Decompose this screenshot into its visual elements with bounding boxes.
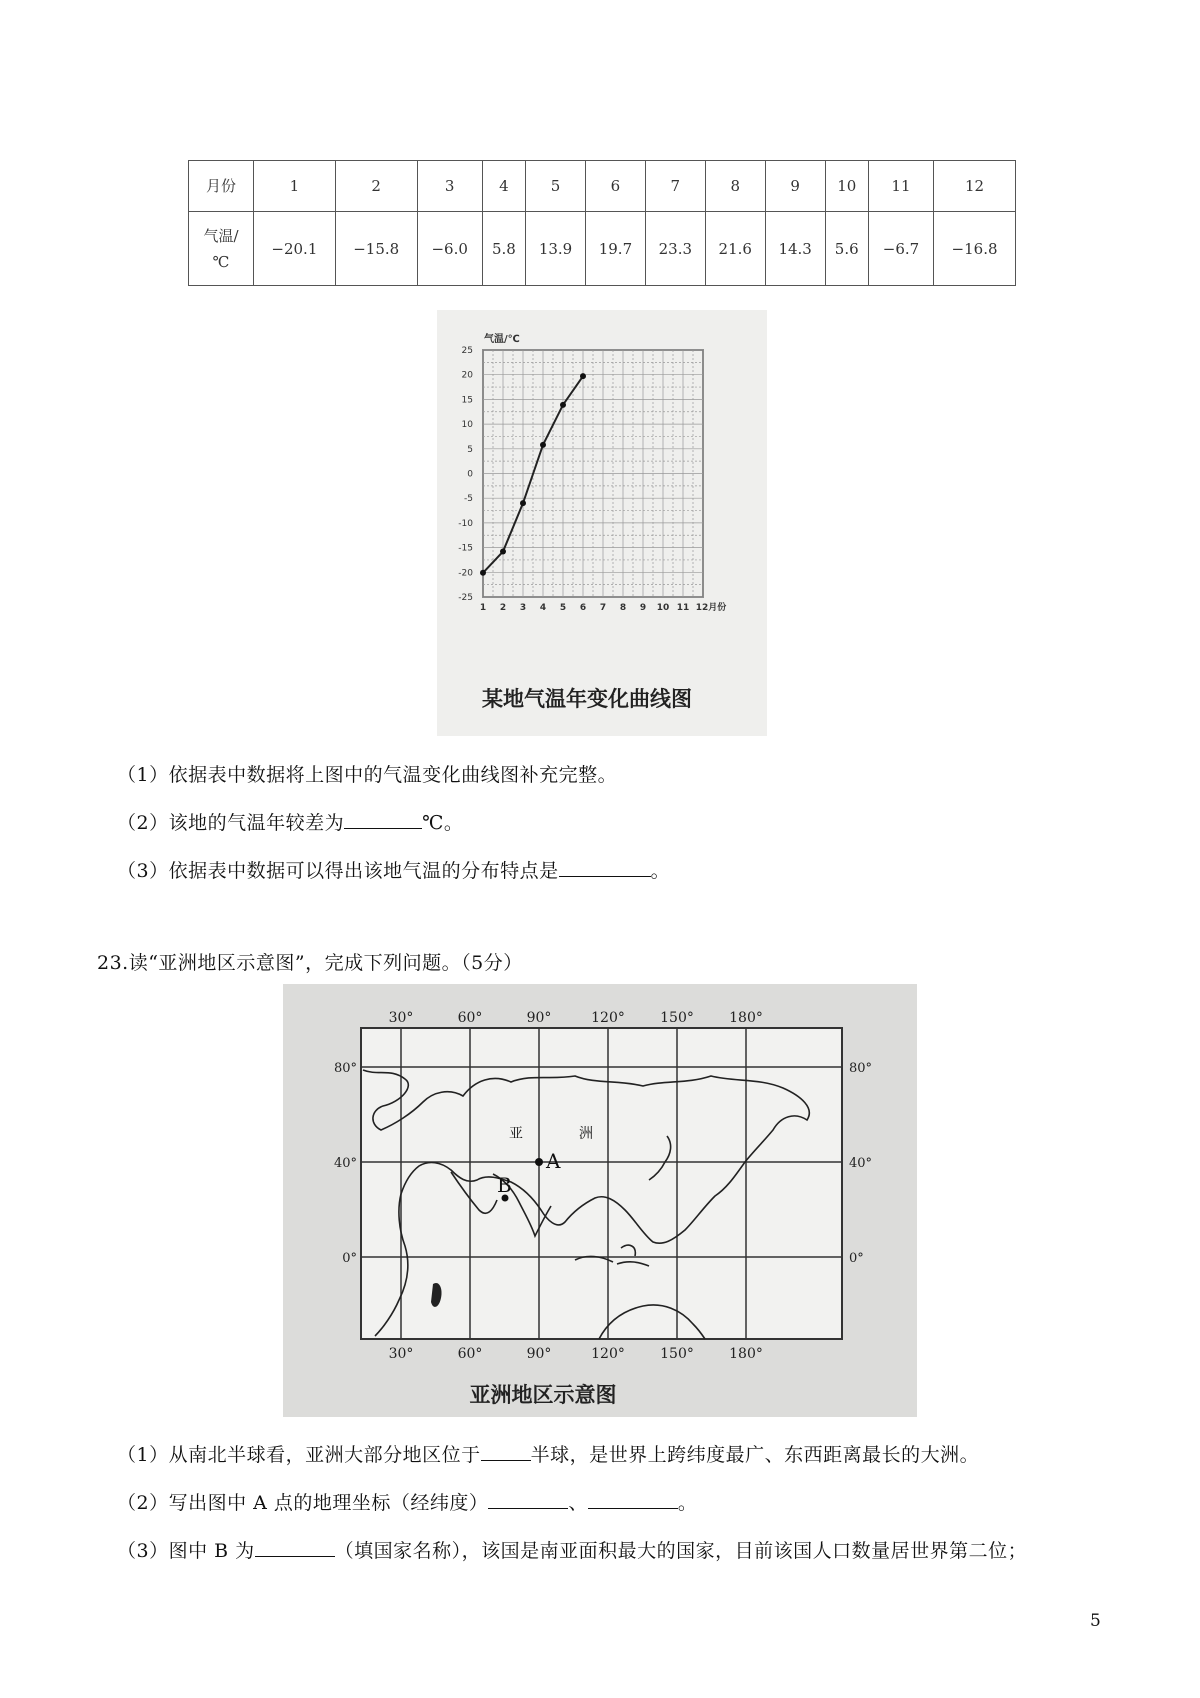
q23-title: 23.读“亚洲地区示意图”，完成下列问题。（5分） (97, 952, 523, 974)
month-cell: 4 (482, 161, 525, 212)
temperature-table (188, 160, 1016, 286)
q23-3 (117, 1536, 1027, 1563)
q22-2-unit: ℃。 (422, 812, 464, 834)
left-lat-label: 40° (333, 1156, 357, 1171)
chart-y-tick-label: 10 (461, 420, 473, 431)
q23-2-text-a: （2）写出图中 A 点的地理坐标（经纬度） (117, 1492, 489, 1514)
chart-x-tick-label: 9 (639, 603, 647, 613)
temperature-row (189, 212, 1016, 286)
point-b-label: B (497, 1173, 512, 1197)
temp-cell: 14.3 (765, 212, 825, 286)
month-cell: 1 (254, 161, 336, 212)
region-label-1: 亚 (509, 1126, 523, 1142)
temp-cell: 21.6 (705, 212, 765, 286)
chart-data-point (580, 373, 586, 379)
chart-data-point (540, 442, 546, 448)
q22-3-end: 。 (650, 860, 671, 882)
chart-title: 某地气温年变化曲线图 (482, 686, 692, 711)
answer-blank[interactable] (344, 812, 422, 829)
temperature-chart-svg (437, 310, 767, 736)
answer-blank[interactable] (481, 1444, 531, 1461)
chart-x-tick-label: 12月份 (695, 603, 727, 613)
chart-y-tick-label: 20 (461, 370, 473, 381)
chart-x-tick-label: 1 (479, 603, 487, 613)
temp-cell: 19.7 (585, 212, 645, 286)
month-cell: 2 (335, 161, 417, 212)
top-lon-label: 30° (388, 1010, 414, 1026)
bottom-lon-label: 60° (457, 1346, 483, 1362)
chart-y-tick-label: -10 (458, 518, 473, 529)
left-lat-label: 0° (342, 1251, 357, 1266)
month-row (189, 161, 1016, 212)
q23-3-text-a: （3）图中 B 为 (117, 1540, 255, 1562)
q23-1-text-a: （1）从南北半球看，亚洲大部分地区位于 (117, 1444, 481, 1466)
month-cell: 5 (526, 161, 586, 212)
answer-blank[interactable] (559, 860, 651, 877)
q22-3 (117, 856, 670, 883)
temp-cell: 5.6 (825, 212, 868, 286)
chart-y-tick-label: -5 (464, 494, 473, 505)
chart-y-tick-label: 5 (467, 444, 473, 455)
bottom-lon-label: 180° (729, 1346, 763, 1362)
chart-x-tick-label: 8 (619, 603, 627, 613)
bottom-lon-label: 90° (526, 1346, 552, 1362)
temp-cell: −16.8 (934, 212, 1016, 286)
month-cell: 8 (705, 161, 765, 212)
right-lat-label: 40° (849, 1156, 873, 1171)
chart-data-point (480, 570, 486, 576)
temp-cell: 23.3 (645, 212, 705, 286)
q23-1-text-b: 半球，是世界上跨纬度最广、东西距离最长的大洲。 (530, 1444, 980, 1466)
temperature-header (189, 212, 254, 286)
bottom-lon-label: 120° (591, 1346, 625, 1362)
q22-2 (117, 808, 463, 835)
month-cell: 3 (417, 161, 482, 212)
q22-2-text: （2）该地的气温年较差为 (117, 812, 345, 834)
chart-y-tick-label: -25 (458, 593, 473, 603)
temp-cell: −6.0 (417, 212, 482, 286)
asia-map (283, 984, 917, 1417)
chart-y-tick-label: -15 (458, 543, 473, 554)
chart-x-tick-label: 10 (656, 603, 670, 613)
temperature-header-line1: 气温/ (203, 226, 239, 245)
month-cell: 6 (585, 161, 645, 212)
month-cell: 12 (934, 161, 1016, 212)
temperature-header-line2: ℃ (212, 252, 230, 271)
chart-x-tick-label: 3 (519, 603, 527, 613)
q22-3-text: （3）依据表中数据可以得出该地气温的分布特点是 (117, 860, 559, 882)
asia-map-svg (283, 984, 917, 1417)
temp-cell: 5.8 (482, 212, 525, 286)
chart-x-tick-label: 6 (579, 603, 587, 613)
top-lon-label: 120° (591, 1010, 625, 1026)
top-lon-label: 150° (660, 1010, 694, 1026)
chart-y-tick-label: 25 (461, 346, 473, 356)
month-cell: 11 (868, 161, 933, 212)
page-number: 5 (1090, 1611, 1101, 1631)
chart-x-tick-label: 2 (499, 603, 507, 613)
chart-y-tick-label: 15 (461, 395, 473, 406)
chart-x-tick-label: 5 (559, 603, 567, 613)
top-lon-label: 90° (526, 1010, 552, 1026)
temperature-chart (437, 310, 767, 736)
temp-cell: −15.8 (335, 212, 417, 286)
q23-2-end: 。 (677, 1492, 698, 1514)
q23-1 (117, 1440, 979, 1467)
q23-2-sep: 、 (568, 1492, 588, 1514)
answer-blank[interactable] (588, 1492, 678, 1509)
chart-y-axis-label: 气温/℃ (484, 334, 520, 345)
chart-data-point (500, 549, 506, 555)
point-a-label: A (546, 1149, 561, 1173)
month-header: 月份 (189, 161, 254, 212)
q22-1: （1）依据表中数据将上图中的气温变化曲线图补充完整。 (117, 764, 618, 786)
chart-x-tick-label: 4 (539, 603, 547, 613)
map-caption: 亚洲地区示意图 (469, 1382, 617, 1407)
chart-data-point (520, 500, 526, 506)
month-cell: 10 (825, 161, 868, 212)
right-lat-label: 0° (849, 1251, 864, 1266)
chart-data-point (560, 402, 566, 408)
month-cell: 9 (765, 161, 825, 212)
bottom-lon-label: 30° (388, 1346, 414, 1362)
chart-y-tick-label: -20 (458, 568, 473, 579)
bottom-lon-label: 150° (660, 1346, 694, 1362)
answer-blank[interactable] (488, 1492, 568, 1509)
q23-2 (117, 1488, 697, 1515)
point-a-marker (535, 1158, 543, 1166)
chart-y-tick-label: 0 (467, 469, 473, 480)
answer-blank[interactable] (255, 1540, 335, 1557)
temp-cell: −6.7 (868, 212, 933, 286)
top-lon-label: 180° (729, 1010, 763, 1026)
chart-x-tick-label: 11 (676, 603, 690, 613)
q23-3-text-b: （填国家名称），该国是南亚面积最大的国家，目前该国人口数量居世界第二位； (334, 1540, 1028, 1562)
region-label-2: 洲 (579, 1126, 593, 1142)
temp-cell: 13.9 (526, 212, 586, 286)
left-lat-label: 80° (333, 1061, 357, 1076)
chart-x-tick-label: 7 (599, 603, 607, 613)
temp-cell: −20.1 (254, 212, 336, 286)
top-lon-label: 60° (457, 1010, 483, 1026)
month-cell: 7 (645, 161, 705, 212)
right-lat-label: 80° (849, 1061, 873, 1076)
